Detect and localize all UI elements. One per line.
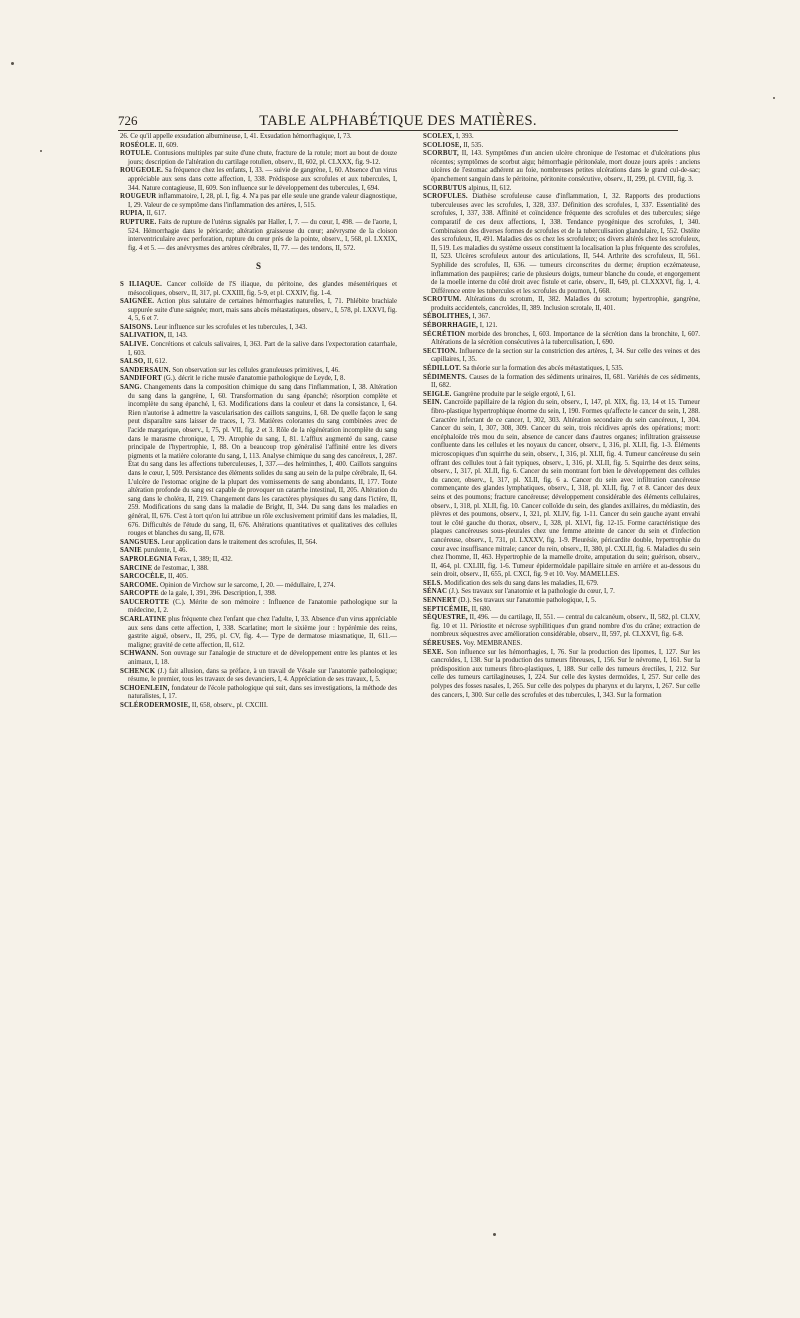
index-entry [120,556,397,565]
paper-speck [773,97,775,99]
entry-text: Modification des sels du sang dans les maladies, II, 679. [444,579,599,587]
index-entry [423,348,700,365]
header-rule [118,130,678,131]
entry-heading: SÉBOLITHES, [423,313,471,321]
index-entry [423,365,700,374]
paper-speck [40,150,42,152]
entry-text: Action plus salutaire de certaines hémorrhagies naturelles, I, 71. Phlébite brachiale suppurée suite d'une saignée; mort, mais sans abcès métastatiques, observ., I, 578, pl. LXXVI, fig. 4, 5, 6 et 7. [128,298,397,323]
entry-heading: RUPTURE. [120,218,157,226]
entry-heading: SARCINE [120,564,153,572]
entry-text: Gangrène produite par le seigle ergoté, I, 61. [453,390,576,398]
entry-heading: SCHWANN. [120,650,159,658]
entry-heading: SALSO, [120,358,146,366]
index-entry [120,573,397,582]
entry-text: I, 367. [472,313,491,321]
left-entries-r [120,133,397,253]
entry-text: II, 143. [167,332,188,340]
index-entry [120,668,397,685]
entry-heading: RUPIA, [120,210,145,218]
index-entry [423,391,700,400]
entry-text: Cancroïde papillaire de la région du sein, observ., I, 147, pl. XIX, fig. 13, 14 et 15. Tumeur fibro-plastique hypertrophique énorme du sein, I, 190. Formes qu'affecte le cancer du sein, I, 288. Caractère infectant de ce cancer, I, 302, 303. Altération secondaire du sein cancéreux, I, 304. Cancer du sein, I, 307, 308, 309. Cancer du sein, trois récidives après des opérations; mort: encéphaloïde très mou du sein, absence de cancer dans d'autres organes; infiltration graisseuse confluente dans les cellules et les noyaux du cancer, observ., I, 316, pl. XLII, fig. 1-3. Éléments microscopiques d'un squirrhe du sein, observ., I, 316, pl. XLII, fig. 4. Tumeur cancéreuse du sein offrant des cellules tout à fait typiques, observ., I, 316, pl. XLII, fig. 5. Squirrhe des deux seins, observ., I, 317, pl. XLII, fig. 6. Cancer du sein montrant fort bien le développement des cellules du cancer, observ., I, 317, pl. XLII, fig. 6 a. Cancer du sein avec infiltration cancéreuse commençante des glandes lymphatiques, observ., I, 318, pl. XLII, fig. 7 et 8. Cancer des deux seins et des poumons; fracture cancéreuse; développement considérable des éléments cellulaires, observ., I, 318, pl. XLII, fig. 10. Cancer colloïde du sein, des glandes axillaires, du médiastin, des plèvres et des poumons, observ., I, 321, pl. XLIV, fig. 1-11. Cancer du sein gauche ayant envahi tout le côté gauche du thorax, observ., I, 328, pl. XLVI, fig. 12-15. Forme caractéristique des plaques cancéreuses sous-pleurales chez une femme atteinte de cancer du sein et d'infection cancéreuse, observ., I, 731, pl. LXXXV, fig. 1-9. Pleurésie, péricardite double, hypertrophie du cœur avec insuffisance mitrale; cancer du rein, observ., II, 380, pl. CXLII, fig. 6. Maladies du sein chez l'homme, II, 463. Hypertrophie de la mamelle droite, amputation du sein; guérison, observ., II, 464, pl. CXLIII, fig. 1-6. Tumeur épidermoïdale papillaire située en arrière et au-dessous du sein droit, observ., II, 655, pl. CXCI, fig. 9 et 10. Voy. MAMELLES. [431,399,700,579]
entry-text: Altérations du scrotum, II, 382. Maladies du scrotum; hypertrophie, gangrène, produits accidentels, cancroïdes, II, 389. Inclusion scrotale, II, 401. [431,296,700,312]
entry-heading: SEXE. [423,648,444,656]
entry-heading: SAISONS. [120,323,153,331]
entry-text: de la gale, I, 391, 396. Description, I, 398. [160,590,277,598]
index-entry [423,331,700,348]
entry-heading: SEIN. [423,399,442,407]
entry-heading: SCOLEX, [423,133,455,140]
entry-heading: ROUGEOLE. [120,167,164,175]
entry-text: de l'estomac, I, 388. [153,564,209,572]
entry-heading: SANIE [120,547,142,555]
entry-text: II, 617. [146,210,167,218]
entry-heading: SAIGNÉE. [120,298,155,306]
page-number: 726 [118,113,138,128]
index-entry [423,313,700,322]
index-entry [120,547,397,556]
index-entry [120,367,397,376]
entry-text: Concrétions et calculs salivaires, I, 363. Part de la salive dans l'expectoration catarrhale, I, 603. [128,341,397,357]
index-entry [120,650,397,667]
index-entry [120,685,397,702]
index-entry [423,322,700,331]
entry-text: II, 496. — du cartilage, II, 551. — central du calcanéum, observ., II, 582, pl. CLXV, fig. 10 et 11. Périostite et nécrose syphilitiques d'un grand nombre d'os du crâne; extraction de nombreux séquestres avec amélioration considérable, observ., II, 597, pl. CLXXVI, fig. 6-8. [431,614,701,639]
index-entry [120,150,397,167]
index-entry [120,332,397,341]
index-entry [423,296,700,313]
entry-text: II, 680. [471,605,492,613]
entry-heading: SEIGLE. [423,390,452,398]
entry-heading: SCOLIOSE, [423,141,462,149]
entry-heading: SANGSUES. [120,538,160,546]
entry-text: Ferax, I, 389; II, 432. [174,555,233,563]
entry-text: inflammatoire, I, 28, pl. I, fig. 4. N'a pas par elle seule une grande valeur diagnostique, I, 29. Valeur de ce symptôme dans l'inflammation des artères, I, 515. [128,193,397,209]
entry-text: Faits de rupture de l'utérus signalés par Haller, I, 7. — du cœur, I, 498. — de l'aorte, I, 524. Hémorrhagie dans le péricarde; altération graisseuse du cœur; anévrysme de la cloison interventriculaire avec perforation, rupture du cœur près de la pointe, observ., I, 568, pl. LXXIX, fig. 4 et 5. — des anévrysmes des artères cérébrales, II, 77. — des tendons, II, 572. [128,218,397,252]
index-entry [120,590,397,599]
entry-text: plus fréquente chez l'enfant que chez l'adulte, I, 33. Absence d'un virus appréciable aux sens dans cette affection, I, 338. Scarlatine; mort le sixième jour : hypérémie des reins, gastrite aiguë, observ., II, 295, pl. CV, fig. 4.— Type de dermatose miasmatique, II, 611.— maligne; gravité de cette affection, II, 612. [128,616,397,649]
entry-heading: ROUGEUR [120,193,157,201]
entry-heading: SÉDILLOT. [423,365,461,373]
index-entry [423,185,700,194]
running-title: TABLE ALPHABÉTIQUE DES MATIÈRES. [259,113,537,129]
entry-heading: SÉDIMENTS. [423,373,468,381]
entry-text: (D.). Ses travaux sur l'anatomie pathologique, I, 5. [458,597,597,605]
index-entry [120,167,397,193]
index-entry [120,565,397,574]
entry-heading: SALIVATION, [120,332,166,340]
entry-heading: SÉNAC [423,588,448,596]
index-entry [120,210,397,219]
index-entry [423,597,700,606]
index-entry [120,341,397,358]
entry-heading: SCLÉRODERMOSIE, [120,702,191,709]
entry-heading: SANG. [120,384,142,392]
entry-text: purulente, I, 46. [143,547,188,555]
entry-text: Influence de la section sur la constriction des artères, I, 34. Sur celle des veines et des capillaires, I, 35. [431,347,700,364]
entry-heading: SEPTICÉMIE, [423,605,470,613]
entry-text: alpinus, II, 612. [468,184,512,192]
index-entry [120,616,397,650]
entry-heading: ROTULE. [120,150,153,158]
index-entry [423,142,700,151]
index-entry [423,614,700,640]
index-entry [120,142,397,151]
index-entry [120,324,397,333]
entry-heading: SCORBUTUS [423,184,467,192]
entry-text: Changements dans la composition chimique du sang dans l'inflammation, I, 38. Altération du sang dans la gangrène, I, 60. Transformation du sang épanché; résorption complète et incomplète du sang épanché, I, 63. Modifications dans la couleur et dans la consistance, I, 64. Rien n'autorise à admettre la vascularisation des caillots sanguins, I, 68. De quelle façon le sang peut disparaître sans laisser de traces, I, 73. Matières colorantes du sang combinées avec de l'acide margarique, observ., I, 75, pl. VII, fig. 2 et 3. Rôle de la régénération incomplète du sang dans le marasme chronique, I, 79. Atrophie du sang, I, 81. L'afflux augmenté du sang, cause principale de l'hypertrophie, I, 88. On a beaucoup trop généralisé l'affinité entre les divers pigments et la matière colorante du sang, I, 113. Analyse chimique du sang des cancéreux, I, 287. État du sang dans les affections tuberculeuses, I, 337.—des helminthes, I, 400. Caillots sanguins dans le cœur, I, 509. Persistance des éléments solides du sang au sein de la pulpe cérébrale, II, 64. L'ulcère de l'estomac origine de la plupart des vomissements de sang abondants, II, 177. Toute altération profonde du sang est capable de provoquer un catarrhe intestinal, II, 205. Altération du sang dans le choléra, II, 219. Changement dans les caractères physiques du sang dans l'ictère, II, 259. Modifications du sang dans la maladie de Bright, II, 344. Du sang dans les maladies en général, II, 676. C'est à tort qu'on lui attribue un rôle exclusivement primitif dans les maladies, II, 676. Difficultés de l'étude du sang, II, 676. Altérations quantitatives et qualitatives des cellules rouges et blanches du sang, II, 678. [128,384,397,538]
entry-text: Sa théorie sur la formation des abcès métastatiques, I, 535. [462,365,624,373]
entry-heading: SENNERT [423,597,457,605]
entry-heading: SANDIFORT [120,375,162,383]
index-entry [423,374,700,391]
index-entry [423,133,700,142]
entry-text: Son ouvrage sur l'analogie de structure et de développement entre les plantes et les animaux, I, 18. [128,650,397,667]
index-entry [423,150,700,184]
entry-text: Causes de la formation des sédiments urinaires, II, 681. Variétés de ces sédiments, II, 682. [431,373,700,390]
entry-text: Diathèse scrofuleuse cause d'inflammation, I, 32. Rapports des productions tuberculeuses avec les scrofules, I, 328, 337. Définition des scrofules, I, 337. Essentialité des scrofules, I, 337, 338. Affinité et coïncidence fréquente des scrofules et des tubercules; siége comparatif de ces deux affections, I, 338. Tendance pyogénique des scrofules, I, 340. Combinaison des diverses formes de scrofules et de la tuberculisation glandulaire, I, 552. Ostéite des scrofuleux, II, 491. Maladies des os chez les scrofuleux; os divers altérés chez les scrofuleux, II, 519. Les maladies du système osseux constituent la localisation la plus fréquente des scrofules, II, 523. Ulcères scrofuleux autour des articulations, II, 544. Arthrite des scrofuleux, II, 561. Syphilide des scrofules, II, 636. — tumeurs circonscrites du derme; éruption eczémateuse, inflammation des paupières; carie de plusieurs doigts, tumeur blanche du coude, et engorgement de la moelle interne du côté droit avec fistule et carie, observ., II, 649, pl. CLXXXVI, fig. 1, 4. Différence entre les tubercules et les scrofules du poumon, I, 668. [431,193,700,295]
index-entry [120,133,397,142]
entry-heading: SÉBORRHAGIE, [423,322,479,330]
entry-heading: SARCOCÈLE, [120,573,167,581]
entry-text: Son observation sur les cellules granuleuses primitives, I, 46. [172,366,340,374]
index-entry [423,399,700,579]
index-entry [423,606,700,615]
entry-text: Cancer colloïde de l'S iliaque, du péritoine, des glandes mésentériques et mésocoliques, observ., II, 317, pl. CXXIII, fig. 5-9, et pl. CXXIV, fig. 1-4. [128,280,397,297]
entry-text: II, 658, observ., pl. CXCIII. [191,702,268,709]
index-entry [120,599,397,616]
index-entry [423,193,700,296]
entry-heading: SANDERSAUN. [120,366,171,374]
left-entries-s [120,281,397,711]
section-letter: S [255,261,261,272]
entry-text: Son influence sur les hémorrhagies, I, 76. Sur la production des lipomes, I, 127. Sur les cancroïdes, I, 138. Sur la production des tumeurs fibreuses, I, 156. Sur le névrome, I, 161. Sur la prédisposition aux tumeurs fibro-plastiques, I, 188. Sur celle des tumeurs érectiles, I, 212. Sur celle des tumeurs cartilagineuses, I, 224. Sur celle des kystes dermoïdes, I, 257. Sur celle des polypes des fosses nasales, I, 265. Sur celle des polypes du pharynx et du larynx, I, 267. Sur celle des cancers, I, 300. Sur celle des scrofules et des tubercules, I, 343. Sur la formation [431,648,700,699]
entry-heading: SAPROLEGNIA [120,555,173,563]
entry-heading: SCROFULES. [423,193,468,201]
paper-speck [493,1233,496,1236]
index-entry [120,375,397,384]
entry-heading: SCHENCK [120,667,156,675]
entry-heading: SALIVE. [120,341,149,349]
entry-text: (G.). décrit le riche musée d'anatomie pathologique de Leyde, I, 8. [163,375,346,383]
entry-heading: SARCOPTE [120,590,159,598]
entry-heading: SARCOME. [120,581,159,589]
entry-heading: SCARLATINE [120,616,167,624]
entry-heading: ROSÉOLE. [120,141,157,149]
index-entry [120,539,397,548]
index-entry [423,640,700,649]
index-entry [120,358,397,367]
entry-text: I, 121. [479,322,498,330]
entry-text: Contusions multiples par suite d'une chute, fracture de la rotule; mort au bout de douze jours; description de l'altération du cartilage rotulien, observ., II, 602, pl. CLXXX, fig. 9-12. [128,150,397,166]
entry-heading: SELS. [423,579,443,587]
entry-heading: SCORBUT, [423,150,459,158]
entry-text: Sa fréquence chez les enfants, I, 33. — suivie de gangrène, I, 60. Absence d'un virus appréciable aux sens dans cette affection, I, 338. Prédispose aux scrofules et aux tubercules, I, 344. Nature contagieuse, II, 609. Son influence sur le développement des tubercules, I, 694. [128,167,397,192]
entry-heading: SÉCRÉTION [423,330,466,338]
entry-text: I, 393. [455,133,474,140]
index-entry [120,281,397,298]
index-entry [423,588,700,597]
entry-text: morbide des bronches, I, 603. Importance de la sécrétion dans la bronchite, I, 607. Altérations de la sécrétion consécutives à la tuberculisation, I, 690. [431,330,700,347]
index-entry [120,384,397,539]
index-entry [120,219,397,253]
entry-text: II, 535. [463,141,484,149]
entry-heading: S ILIAQUE. [120,280,162,288]
entry-heading: SÉQUESTRE, [423,614,468,622]
entry-heading: SCHOENLEIN, [120,684,170,692]
entry-text: 26. Ce qu'il appelle exsudation albumineuse, I, 41. Exsudation hémorrhagique, I, 73. [120,133,352,140]
entry-text: Voy. MEMBRANES. [463,640,523,648]
entry-text: fondateur de l'école pathologique qui suit, dans ses investigations, la méthode des naturalistes, I, 17. [128,684,397,701]
index-entry [120,193,397,210]
entry-heading: SAUCEROTTE [120,598,170,606]
entry-text: II, 609. [158,141,179,149]
index-entry [423,649,700,701]
index-entry [120,582,397,591]
left-column [120,133,397,711]
entry-text: Leur influence sur les scrofules et les tubercules, I, 343. [154,323,308,331]
entry-heading: SECTION. [423,347,458,355]
paper-speck [11,62,14,65]
entry-heading: SCROTUM. [423,296,462,304]
entry-text: (J.) fait allusion, dans sa préface, à un travail de Vésale sur l'anatomie pathologique; résume, le premier, tous les travaux de ses devanciers, I, 4. Appréciation de ses travaux, I, 5. [128,667,397,684]
entry-text: II, 405. [168,573,188,581]
entry-text: II, 143. Symptômes d'un ancien ulcère chronique de l'estomac et d'ulcérations plus récentes; symptômes de scorbut aigu; hémorrhagie péritonéale, mort douze jours après : anciens ulcères de l'estomac adhérent au foie, nombreuses petites ulcérations dans le grand cul-de-sac; épanchement sanguin dans le péritoine, péritonite consécutive, observ., II, 299, pl. CVIII, fig. 3. [431,150,700,183]
entry-heading: SÉREUSES. [423,640,462,648]
right-entries [423,133,700,700]
entry-text: II, 612. [147,358,168,366]
entry-text: Leur application dans le traitement des scrofules, II, 564. [161,538,318,546]
index-entry [120,702,397,711]
entry-text: (J.). Ses travaux sur l'anatomie et la pathologie du cœur, I, 7. [448,588,615,596]
right-column [423,133,700,700]
entry-text: (C.). Mérite de son mémoire : Influence de l'anatomie pathologique sur la médecine, I, 2. [128,598,397,615]
index-entry [120,298,397,324]
entry-text: Opinion de Virchow sur le sarcome, I, 20. — médullaire, I, 274. [160,581,336,589]
